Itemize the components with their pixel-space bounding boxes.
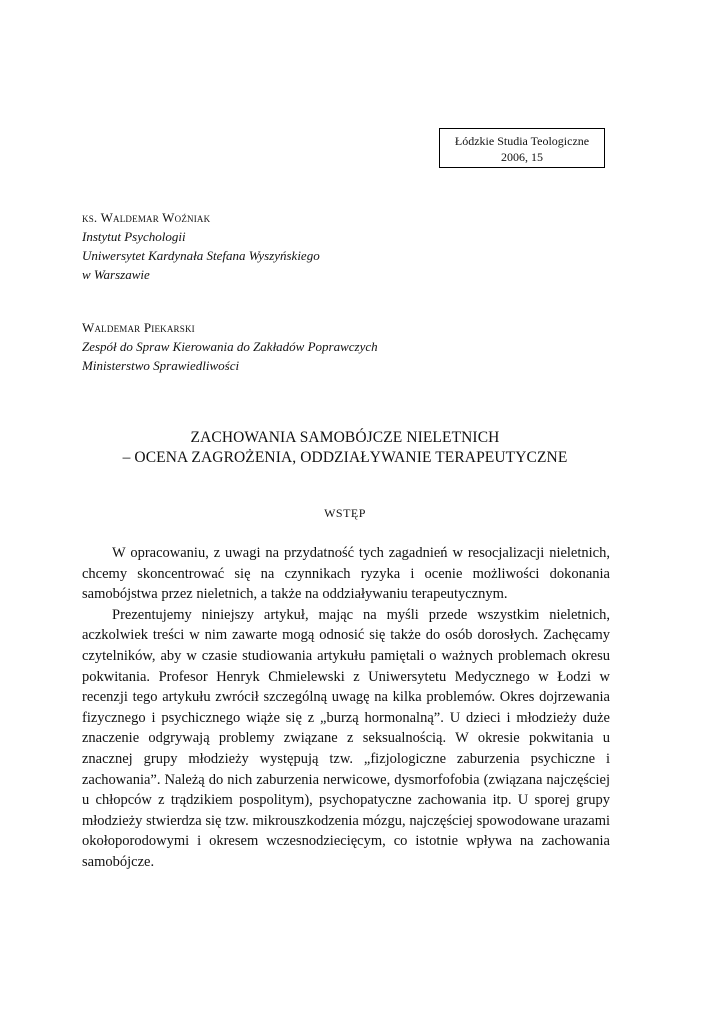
author-name: Waldemar Piekarski	[82, 320, 195, 335]
journal-name: Łódzkie Studia Teologiczne	[454, 134, 590, 148]
author-block	[82, 318, 378, 375]
article-body	[82, 543, 610, 873]
title-line: ZACHOWANIA SAMOBÓJCZE NIELETNICH	[190, 429, 500, 446]
journal-issue: 2006, 15	[501, 150, 543, 164]
body-paragraph: W opracowaniu, z uwagi na przydatność tych zagadnień w resocjalizacji nieletnich, chcemy skoncentrować się na czynnikach ryzyka i ocenie możliwości dokonania samobójstwa przez nieletnich, a także na oddziaływaniu terapeutycznym.	[82, 545, 610, 603]
author-block	[82, 208, 320, 284]
title-line: – OCENA ZAGROŻENIA, ODDZIAŁYWANIE TERAPEUTYCZNE	[122, 449, 568, 466]
author-affiliation: Uniwersytet Kardynała Stefana Wyszyńskiego	[82, 248, 320, 263]
author-affiliation: w Warszawie	[82, 267, 150, 282]
body-paragraph: Prezentujemy niniejszy artykuł, mając na myśli przede wszystkim nieletnich, aczkolwiek treści w nim zawarte mogą odnosić się także do osób dorosłych. Zachęcamy czytelników, aby w czasie studiowania artykułu pamiętali o ważnych problemach okresu pokwitania. Profesor Henryk Chmielewski z Uniwersytetu Medycznego w Łodzi w recenzji tego artykułu zwrócił szczególną uwagę na kilka problemów. Okres dojrzewania fizycznego i psychicznego wiąże się z „burzą hormonalną”. U dzieci i młodzieży duże znaczenie odgrywają problemy związane z seksualnością. W okresie pokwitania u znacznej grupy młodzieży występują tzw. „fizjologiczne zaburzenia psychiczne i zachowania”. Należą do nich zaburzenia nerwicowe, dysmorfofobia (związana najczęściej u chłopców z trądzikiem pospolitym), psychopatyczne zachowania itp. U sporej grupy młodzieży stwierdza się tzw. mikrouszkodzenia mózgu, najczęściej spowodowane urazami okołoporodowymi i okresem wczesnodziecięcym, co istotnie wpływa na zachowania samobójcze.	[82, 606, 610, 870]
author-affiliation: Zespół do Spraw Kierowania do Zakładów Poprawczych	[82, 339, 378, 354]
journal-citation-box	[439, 128, 605, 168]
author-affiliation: Instytut Psychologii	[82, 229, 186, 244]
author-affiliation: Ministerstwo Sprawiedliwości	[82, 358, 240, 373]
author-name: ks. Waldemar Woźniak	[82, 210, 211, 225]
article-title	[80, 428, 610, 468]
section-heading: WSTĘP	[324, 506, 366, 520]
